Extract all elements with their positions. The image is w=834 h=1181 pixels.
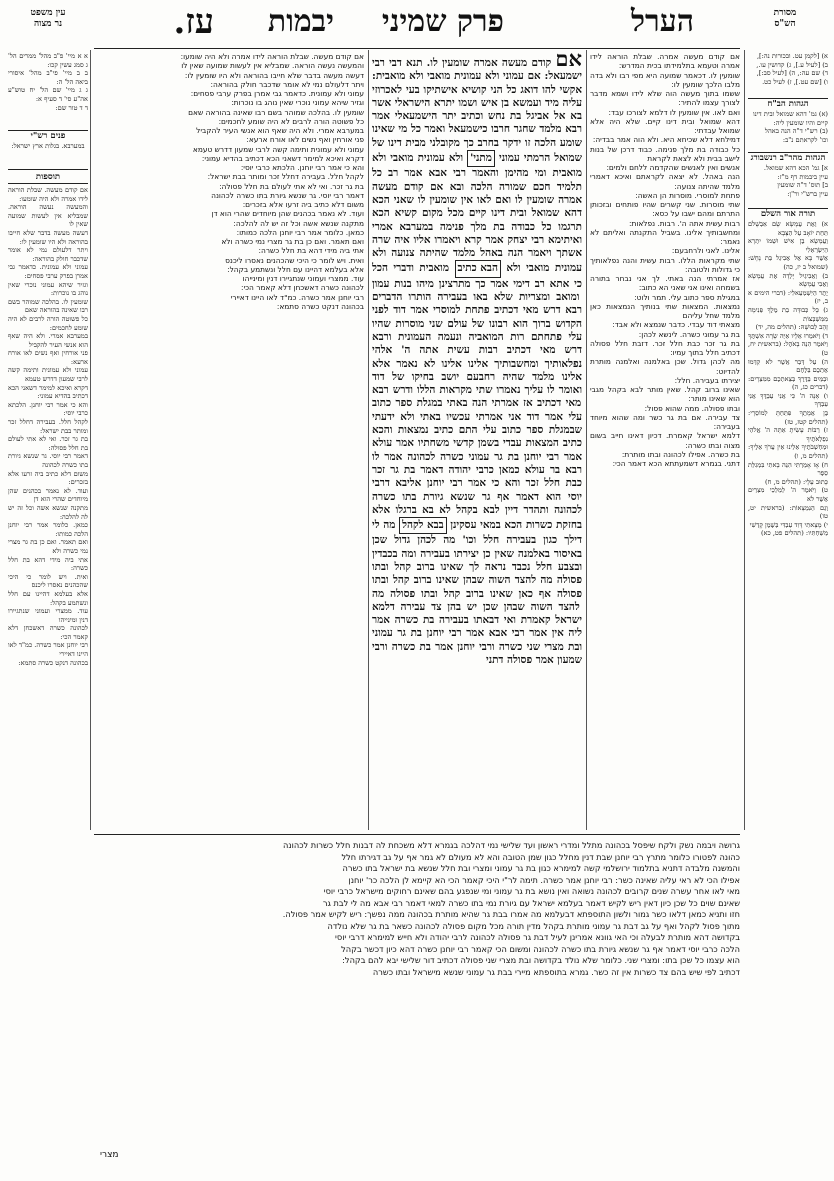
bottom-line: מאי לאו אחר עשרה שנים קרובים לכהונה נשואה ואין נושא בת גר עמוני ומי שנפגע בהם שאינם רחוקים מישראל כרבי יוסי	[323, 886, 740, 896]
right-outer-divider	[744, 50, 745, 830]
rashi-line: שתי מוסרות. שני קשרים שהיו פותחים ובזכותן התרתם ומהם ישבו על כסא:	[590, 200, 740, 219]
tosafot-line: והא כי אמר רבי יוחנן. הלכתא כרבי יוסי:	[8, 400, 88, 418]
torah-verse: ח) אָז אָמַרְתִּי הִנֵּה בָאתִי בִּמְגִלַּת סֵפֶר	[748, 460, 828, 478]
torah-verse: ט) וַיֹּאמֶר ה' לְמַלְכֵי מִצְרַיִם אֲשֶׁר לֹא	[748, 486, 828, 503]
rashi-line: נמצאות. המצאות שתי בנותיך הנמצאות כאן מלמד שחל עליהם	[590, 301, 740, 320]
gemara-line: מלמד שחגר חרבו כישמעאל ואמר כל מי שאינו שומע הלכה זו	[372, 123, 582, 149]
hagahot-notes	[748, 164, 828, 204]
rashi-line: בת גר זכר כבת חלל זכר. דזבת חלל פסולה דכתיב חלל בתוך עמיו:	[590, 338, 740, 357]
tosafot-line: שומעין לו. בהלכה שמוהר בשם רבו שאינה בהוראה שאם	[8, 297, 88, 315]
tosafot-line: עמוני ולא עמונית. כדאמר גבי אמרן בפרק ערבי פסחים:	[8, 263, 88, 280]
folio-number: עז.	[173, 2, 214, 42]
masoret-column	[748, 52, 828, 830]
bottom-line: הוא עצמו כל שכן בתו: ומצרי שני. כלומר שלא נולד בקדושה ובת מצרי שני פסולה דכתיב דור שלישי יבא להם בקהל:	[342, 955, 740, 965]
rashi-line: דתני. בגמרא דשמעתתא הכא דאמר הכי:	[612, 459, 740, 468]
tosafot-line: עוד. ממצרי ועמוני שנתגיירו דנין ומינייהו	[8, 607, 88, 624]
gemara-line: נראה לך שאינו ברוב קהל ובתו פסולה מה להצד השוה שבהן	[372, 560, 582, 587]
tosafot-line: כל פשוטה הורה לרבים לא היה שומע לחכמים:	[8, 314, 88, 332]
ein-mishpat-header-bottom: נר מצוה	[33, 19, 62, 29]
torah-verse: וַעֲמָשָׂא בֶן אִישׁ וּשְׁמוֹ יִתְרָא הַיִּשְׂרְאֵלִי	[748, 237, 828, 254]
torah-verse: זָהָב לְבוּשָׁהּ: (תהלים מה, יד)	[755, 323, 828, 332]
tosafot-wide-line: והמעשה נעשה הוראה. שמבליא אין לעשות שמועה שאין לו	[181, 61, 364, 71]
tosafot-line: דעשה מעשה בדבר שלא חייבו בהוראה ולא היו שומעין לו:	[8, 228, 88, 246]
chapter-title: פרק שמיני	[381, 4, 504, 39]
tosafot-line: בת גר זכר. ואי לא אתי לעולם בת חלל פסולה:	[8, 435, 88, 452]
torah-verse: מְשַׁחְתִּיו: (תהלים פט, כא)	[760, 529, 828, 538]
tosafot-wide-line: ויתר דלעולם נמי לא אומר שדכבר חולק בהוראה:	[210, 79, 364, 89]
rashi-line: שתי מקראות הללו. רבות עשית והנה נפלאותיך כי גדולות ולטובה:	[590, 255, 740, 274]
masoret-header-label	[750, 8, 820, 30]
gemara-line: פסולה מה להצד השוה שבהן שכן יש בהן צד עבירה דלמא	[372, 587, 580, 613]
torah-verse: יֶתֶר הַיִּשְׁמְעֵאלִי: (דברי הימים א ב, יז)	[748, 288, 828, 306]
gemara-line: אמר רבי אבא אמר רבי יוחנן בת גר עמוני ובת מצרי שני	[372, 627, 582, 653]
tosafot-line: במערבא אמרי. ולא היה שאף הוא אנשי העיר להקביל	[8, 332, 88, 349]
gemara-line: אמרי ואיתימא רבי יצחק אמר קרא ויאמרו אליו איה שרה אשתך	[372, 220, 582, 260]
masoret-header-top: מסורת	[773, 8, 797, 18]
tosafot-wide-line: דאמר רבי יוסי. גר שנשא גיורת בתו כשרה לכהונה	[211, 190, 364, 200]
ein-mishpat-entry: א א מיי' פ"ב מהל' ממרים הל' ג סמג עשין קכו:	[8, 52, 88, 69]
gemara-line: באלמנה שאין כן יצירתו בעבירה ומה בכבדין ובצבע חלל נכבד	[372, 547, 582, 573]
hagahot-note: עיין ביבמות דף מ"ז:	[777, 172, 828, 181]
gemara-line: העמונית ורבא דרש מאי דכתיב רבות עשית אתה ה' אלהי נפלאותיך	[372, 330, 582, 370]
gemara-line: ודרש רבא מאי דכתיב אז אמרתי הנה באתי במגלת ספר כתוב	[372, 384, 582, 410]
rashi-line: בת גר עמוני כשרה. לינשא לכהן:	[638, 329, 740, 339]
torah-verse: י) מָצָאתִי דָּוִד עַבְדִּי בְּשֶׁמֶן קָדְשִׁי	[749, 520, 828, 529]
tosafot-line: דקרא ואיכא למימר דשאני הכא דכתיב בהדיא עמוני:	[8, 383, 88, 401]
bottom-commentary	[96, 840, 740, 1140]
boxed-phrase: הבא כתיב	[455, 260, 501, 277]
tosafot-wide-line: ואם תאמר. ואם כן בת גר מצרי נמי כשרה ולא	[221, 237, 364, 246]
tosafot-line: לכהונה כשרה דאשכחן דלא קאמר הכי:	[8, 624, 88, 641]
page-header	[0, 2, 834, 46]
masoret-ref: ב) [לעיל ע.], ג) קדושין עו.,	[756, 60, 828, 69]
tosafot-wide-line: והא כי אמר רבי יוחנן. הלכתא כרבי יוסי:	[240, 163, 364, 172]
tosafot-wide-line: לכהונה כשרה דאשכחן דלא קאמר הכי:	[240, 283, 364, 293]
gemara-line: לכהונה אמר לו רבא בר עולא כמאן כרבי יהודה דאמר בת גר	[372, 450, 582, 476]
masoret-header-bottom: הש"ס	[774, 19, 796, 29]
tosafot-wide-line: עמוני ולא עמונית ותימה קשה לרבי שמעון דדרש טעמא	[192, 144, 364, 154]
tosafot-wide-line: כל פשוטה הורה לרבים לא היה שומע לחכמים:	[218, 116, 364, 126]
gemara-line: מה לי דילך כגון בעבירה חלל וכו' מה לכהן גדול שכן באיסור	[372, 519, 582, 560]
tosafot-wide-line: עמוני ולא עמונית. כדאמר גבי אמרן בפרק ערבי פסחים:	[190, 89, 364, 98]
torah-verse: אֲשֶׁר בָּא אֶל אֲבִיגַל בַּת נָחָשׁ: (שמואל ב יז, כה)	[748, 254, 828, 271]
torah-verse: כָּתוּב עָלָי: (תהלים מ, ח)	[764, 477, 828, 486]
gemara-line: הוא דאמר אף גר שנשא גיורת בתו כשרה לכהונה ותהדר דיין	[372, 490, 582, 516]
torah-verse: ג) כָּל כְּבוּדָּה בַת מֶלֶךְ פְּנִימָה מִמִּשְׁבְּצוֹת	[748, 305, 828, 323]
hagahot-note: עיין ברש"י ור"ן:	[787, 189, 828, 198]
rashi-line: במגילת ספר כתוב עלי. תמר ולוט:	[634, 292, 740, 302]
gemara-line: יושב בחיקו של דוד ואומר לו עליך נאמרו שתי מקראות הללו	[372, 370, 582, 397]
tosafot-wide-line: אתי ביה מידי דהא בת חלל כשרה:	[258, 246, 364, 256]
gemara-line: ולא עמונית מואבי ולא מואבית ומי מהימן והאמר רבי אבא אמר	[372, 152, 582, 180]
torah-verse: ד) וַיֹּאמְרוּ אֵלָיו אַיֵּה שָׂרָה אִשְׁתֶּךָ	[748, 331, 828, 340]
bottom-line: דכתיב לפי שיש בהם צד כשרות אין זה כשר. גמרא בתוספתא מיירי בבת גר עמוני שנשא מישראל ובתו כשרה	[372, 966, 740, 977]
tosafot-wide-line: שומעין לו. בהלכה שמוהר בשם רבו שאינה בהוראה שאם	[188, 107, 364, 117]
tosafot-wide-line: במערבא אמרי. ולא היה שאף הוא אנשי העיר להקביל	[196, 126, 364, 135]
tosafot-wide-line: דקרא ואיכא למימר דשאני הכא דכתיב בהדיא עמוני:	[201, 153, 364, 163]
torah-or-title: תורה אור השלם	[748, 208, 828, 220]
tosafot-line: ואית. ויש לומר כי היכי שהכהנים נאסרו ליכנס	[8, 572, 88, 590]
torah-verse: ו) אָנָּה ה' כִּי אֲנִי עַבְדֶּךָ אֲנִי עַבְדְּךָ	[748, 391, 828, 409]
ein-mishpat-entry: ג ג מיי' שם הל' יח טוש"ע אה"ע סי' ד סעיף א:	[8, 86, 88, 103]
masoret-refs	[748, 52, 828, 92]
gemara-line: מכל מקום קשיא הכא תרגמו כל כבודה בת מלך פנימה במערבא	[372, 207, 582, 233]
gemara-line: ויאמר הנה באהל מלמד שהיתה צנועה ולא עמונית מואבי ולא	[372, 247, 582, 275]
rashi-column	[590, 52, 740, 830]
rashi-line: בת כשרה. אפילו לכהונה ובתו מותרת:	[621, 449, 740, 459]
tosafot-line: וגזיר שיהא עמוני נוכרי שאין נוהג בו נוכרות:	[8, 280, 88, 298]
bach-notes	[748, 110, 828, 148]
hagahot-note: א] גמ' הכא דהא שמואל.	[763, 164, 828, 172]
tosafot-wide-line: לקהל חלל. בעבירה דחלל זכר ומותר בבת ישראל:	[207, 172, 364, 182]
hagahot-title: הגהות מהר"ב רנשבורג	[748, 152, 828, 164]
tosafot-wide-line: ואית. ויש לומר כי היכי שהכהנים נאסרו ליכנס	[225, 255, 364, 265]
gemara-line: קדשי משחתיו אמר עולא אמר רבי יוחנן בת גר עמוני כשרה	[372, 437, 582, 463]
tosafot-wide-line: בת גר זכר. ואי לא אתי לעולם בת חלל פסולה:	[219, 181, 364, 191]
page-footer-catchword: מצרי	[100, 1150, 119, 1160]
pnei-rashi-title: פנים רש"י	[30, 131, 66, 141]
tosafot-line: אם קודם מעשה. שבלת הוראה לידו אמרה ולא היה שומעו:	[8, 186, 88, 203]
tosafot-line: עמוני ולא עמונית ותימה קשה לרבי שמעון דדרש טעמא	[8, 366, 88, 384]
bottom-line: גרושה ויבמה נשק ולקח שיפסל בכהונה מתלל ומדרי ראשון ועד שלישי נמי דהלכה בגמרא דלא משכחת לה דבנות חלל כשרות לכהונה	[282, 840, 740, 850]
gemara-line: כתוב עלי התם כתיב נמצאות והכא כתיב המצאות עבדי בשמן	[372, 424, 582, 450]
gemara-line: ואם לאו אין שומעין לו שאני הכא דהא שמואל ובית דינו קיים	[372, 193, 582, 220]
rashi-line: אז אמרתי הנה באתי. לך אני נבחר בתורה בשמחה ואינו אני שאני הא כתוב:	[590, 274, 740, 293]
torah-verse: וּמַחְשְׁבֹתֶיךָ אֵלֵינוּ אֵין עֲרֹךְ אֵלֶיךָ: (תהלים מ, ו)	[748, 443, 828, 461]
torah-verse: ה) עַל דְּבַר אֲשֶׁר לֹא קִדְּמוּ אֶתְכֶם בַּלֶּחֶם	[748, 357, 828, 375]
rashi-line: ששמו בתוך מעשה הוה שלא לידו ושמא מדבר לצורך עצמו להתיר:	[590, 89, 740, 108]
bottom-line: והמשנה מלבדה דתניא בתלמוד ירושלמי קשה למימרא כגון בת גר עמוני ומצרי ובת חלל שנשא בת ישראל בתו כשרה	[342, 863, 740, 873]
gemara-line: לבא בקהל לא בא ברגלו אלא בחזקת כשרות הכא במאי עסקינן	[372, 503, 582, 532]
gemara-column	[372, 52, 582, 830]
bach-note: קיים והיו שומעין ליה:	[773, 118, 828, 127]
tosafot-line: מתקנה שנשא אשה וכל זה יש לה להלכה:	[8, 503, 88, 521]
tractate-name: יבמות	[267, 4, 334, 39]
tosafot-line: דאמר רבי יוסי. גר שנשא גיורת בתו כשרה לכהונה	[8, 452, 88, 469]
tosafot-wide-line: כמאן. כלומר אמר רבי יוחנן הלכה כמותו:	[236, 227, 364, 237]
torah-verse: ב) וַאֲבִיגַיִל יָלְדָה אֶת עֲמָשָׂא וַאֲבִי עֲמָשָׂא	[748, 271, 828, 289]
tosafot-line: ועוד. לא נאמר בכהנים שהן מיוחדים שהרי הוא דן	[8, 486, 88, 504]
torah-verse: וַיֹּאמֶר הִנֵּה בָאֹהֶל: (בראשית יח, ט)	[748, 340, 828, 357]
gemara-line: מואבית ודברי הכל כי אתא רב דימי אמר כך מתרצינן מיהו	[372, 262, 582, 290]
header-rule	[94, 48, 740, 49]
ein-mishpat-header-top: עין משפט	[30, 8, 66, 18]
section-heading-box: בבא לקהל	[399, 517, 447, 534]
rashi-line: דהא שמואל ובית דינו קיים. שלא היה אלא שמואל עבדתי:	[590, 116, 740, 135]
gemara-line: רבונו של עולם שני מוסרות שהיו עלי פתחתם רות המואביה ונעמה	[372, 317, 582, 343]
tosafot-line: בכהונה דנקט כשרה סתמא:	[18, 658, 88, 667]
rashi-line: צד עבירה. אם בת גר כשר ומה שהוא מיוחד בעבירה:	[590, 412, 740, 431]
tosafot-column	[8, 172, 88, 832]
rashi-line: שאינו ברוב קהל. שאין מותר לבא בקהל מגבי הוא שאינו מותר:	[590, 385, 740, 404]
gemara-line: רבא דרש מאי דכתיב פתחת למוסרי אמר דוד לפני הקדוש ברוך הוא	[372, 304, 582, 330]
bottom-line: הלכה כרבי יוסי דאמר אף גר שנשא גיורת בתו כשרה לכהונה ומשום הכי קאמר רבי יוחנן כשרה דהא כיון דכשר בקהל	[341, 943, 740, 954]
tosafot-main-divider	[368, 50, 369, 830]
torah-verse: ז) רַבּוֹת עָשִׂיתָ אַתָּה ה' אֱלֹהַי נִפְלְאֹתֶיךָ	[748, 426, 828, 443]
main-rashi-divider	[586, 50, 587, 830]
rashi-line: מה לכהן גדול. שכן באלמנה ואלמנה מותרת להדיוט:	[590, 357, 740, 376]
gemara-line: ידקר בחרב כך מקובלני מבית דינו של שמואל הרמתי עמוני	[372, 136, 582, 165]
tosafot-wide-line: משום דלא כתיב ביה זרעו אלא בזכרים:	[242, 200, 364, 209]
tosafot-wide-line: אם קודם מעשה. שבלת הוראה לידו אמרה ולא היה שומעו:	[180, 52, 364, 61]
bach-title: הגהות הב"ח	[748, 98, 828, 110]
masoret-ref: א) [לקמן עט. ובכורות נה:],	[756, 52, 828, 60]
gemara-line: קושיא אישתיקו בעי לאכרוזי עליה מיד ועמשא בן איש ושמו יתרא	[372, 83, 582, 109]
masoret-ref: ד) שם עה:, ה) [לעיל סב:],	[756, 69, 828, 78]
rashi-line: דלמא ישראל קאמרת. דכיון דאינו חייב בשום מצוה ובתו כשרה:	[590, 431, 740, 450]
tosafot-wide-line: רבי יוחנן אמר כשרה. כמ"ד לאו היינו דאיירי	[230, 292, 364, 302]
tosafot-wide-line: עוד. ממצרי ועמוני שנתגיירו דנין ומינייהו	[242, 274, 364, 283]
rashi-line: אם קודם מעשה אמרה. שבלת הוראה לידו אמרה וטעמא בתלמידתו בכית המדרש:	[590, 52, 740, 71]
hagahot-note: ב] תוס' ד"ה שומעין	[777, 181, 828, 190]
bottom-line: שאינם שוים כל שכן כיון דאין ריש לקיש דאמר בעלמא ישראל עם גיורת נמי בתו כשרה למאי דאמר רבי אבא מה לי לבת גר	[322, 897, 740, 908]
opening-word: אם	[555, 52, 582, 71]
pnei-rashi-text: במערבא. בגלות ארץ ישראל:	[11, 142, 85, 150]
bottom-rule	[94, 834, 740, 835]
tosafot-line: אתי ביה מידי דהא בת חלל כשרה:	[8, 555, 88, 573]
tosafot-wide-line: בכהונה דנקט כשרה סתמא:	[276, 301, 364, 311]
gemara-line: דתני	[485, 654, 504, 667]
rashi-line: אלינו. לאני ולרחבעם:	[671, 246, 740, 256]
torah-verse: וְגַם הַנִּמְצָאוֹת: (בראשית יט, טו)	[748, 503, 828, 521]
rashi-line: כל כבודה בת מלך פנימה. כבוד דרכן של בנות לישב בבית ולא לצאת לקראת	[590, 144, 740, 163]
tosafot-line: והמעשה נעשה הוראה. שמבליא אין לעשות שמועה שאין לו	[8, 203, 88, 229]
section-title-box: מתני'	[467, 150, 495, 167]
rashi-line: פתחת למוסרי. מוסרות הן האשה:	[635, 190, 740, 200]
bottom-line: חזו ותניא כמאן דלאו כשר גמור ולשון התוספתא דבעלמא מה אמרו בבת גר שהיא מותרת בכהונה ממה נפשך: ריש לקיש אמר פסולה.	[282, 909, 740, 919]
tosafot-line: רבי יוחנן אמר כשרה. כמ"ד לאו היינו דאיירי	[8, 641, 88, 659]
bottom-line: כהונה לפטורו כלומר מתרץ רבי יוחנן שבת דנין מחלל כגון שמן הטובה והא לא מעולם לא גמר אף על גב דגירתו חלל	[341, 851, 740, 862]
bottom-line: אפילו הכי לא ראי עליה שאינה כשר: רבי יוחנן אמר כשרה. תימה לר"י היכי קאמר הכי הא קיימא לן הלכה כר' יוחנן	[348, 874, 740, 885]
tosafot-line: אלא בעלמא דהיינו עם חלל ונשתמע בקהל:	[8, 589, 88, 607]
pnei-rashi-box	[8, 130, 88, 170]
gemara-line: כשרה ורבי יוחנן אמר בת כשרה ורבי שמעון אמר פסולה	[372, 640, 582, 667]
tosafot-wide-line: פני אורחין ואף נשים לאו אורח ארעא:	[246, 135, 364, 145]
gemara-line: ומחשבותיך אלינו אלינו לא נאמר אלא אלינו מלמד שהיה רחבעם	[372, 357, 582, 383]
rashi-line: יצירתו בעבירה. חלל:	[674, 375, 740, 385]
tosafot-line: ויתר דלעולם נמי לא אומר שדכבר חולק בהוראה:	[8, 246, 88, 263]
bach-note: וכו' לקראתם נ"ב:	[782, 135, 828, 144]
rashi-line: שומעין לו. דכאמר שמועה היא מפי רבו ולא בדה מלבו הלכך שומעין לו:	[590, 70, 740, 89]
torah-or-verses	[748, 220, 828, 780]
tosafot-wide-line: מתקנה שנשא אשה וכל זה יש לה להלכה:	[233, 218, 364, 228]
tosafot-wide-line: דעשה מעשה בדבר שלא חייבו בהוראה ולא היו שומעין לו:	[184, 70, 364, 80]
gemara-line: עלי אמר דוד אני אמרתי עכשיו באתי ולא ידעתי שבמגלת ספר	[372, 410, 582, 437]
rashi-line: דמילחא דלא שכיחא היא. ולא הוה אמר בבדיה:	[592, 135, 740, 145]
left-outer-divider	[90, 50, 91, 830]
torah-verse: וּבַמַּיִם בַּדֶּרֶךְ בְּצֵאתְכֶם מִמִּצְרָיִם: (דברים כג, ה)	[748, 374, 828, 392]
rashi-line: אנשים ואין לאנשים שהקדמה ללחם ולמים:	[606, 163, 740, 172]
ein-mishpat-entry: ב ב מיי' פי"ב מהל' איסורי ביאה הל' ה:	[8, 69, 88, 86]
bottom-line: בקדושה דהא מותרת לבעלה וכי האי גוונא אמרינן לעיל דבת גר פסולה לכהונה לרבי יהודה ולא חייש למימרא דרבי יוסי	[335, 932, 740, 942]
ein-mishpat-header-label	[12, 8, 84, 30]
gemara-line: הישראלי אשר בא אל אביגל בת נחש וכתיב יתר הישמעאלי אמר רבא	[372, 96, 582, 136]
tosafot-wide-line: ועוד. לא נאמר בכהנים שהן מיוחדים שהרי הוא דן	[211, 209, 364, 219]
tosafot-line: לקהל חלל. בעבירה דחלל זכר ומותר בבת ישראל:	[8, 418, 88, 435]
bach-note: (א) גמ' דהא שמואל ובית דינו	[752, 110, 828, 118]
gemara-line: קודם מעשה אמרה שומעין לו. תנא דבי רבי ישמעאל: אם	[372, 57, 582, 83]
gemara-line: שאינו ברוב קהל ובתו פסולה אף כאן שאינו ברוב קהל ובתו	[372, 574, 582, 600]
tosafot-line: פני אורחין ואף נשים לאו אורח ארעא:	[8, 349, 88, 366]
gemara-text	[372, 52, 582, 830]
torah-verse: בֶּן אֲמָתֶךָ פִּתַּחְתָּ לְמוֹסֵרָי: (תהלים קטז, טז)	[748, 409, 828, 426]
tosafot-line: ואם תאמר. ואם כן בת גר מצרי נמי כשרה ולא	[8, 538, 88, 555]
torah-verse: א) וְאֶת עֲמָשָׂא שָׂם אַבְשָׁלֹם תַּחַת יוֹאָב עַל הַצָּבָא	[748, 220, 828, 237]
tosafot-wide-line: אלא בעלמא דהיינו עם חלל ונשתמע בקהל:	[227, 264, 364, 274]
bottom-line: מתוך פסול לקהל ואף על גב דבת גר עמוני מותרת בקהל מדין תורה מכל מקום פסולה לכהונה כשאר בת גר שלא נולדה	[327, 920, 740, 931]
rashi-line: ואם לאו. אין שומעין לו דלמא לצורכו עבד:	[608, 107, 740, 117]
masoret-ref: ו) [שם עט.], ז) לעיל כט.	[762, 77, 828, 86]
gemara-line: עמוני ולא עמונית מואבי ולא מואבית: אקשי להו דואג כל הני	[372, 70, 582, 96]
rashi-line: הנה באהל. לא יצאה לקראתם ואיכא דאמרי מלמד שהיתה צנועה:	[590, 172, 740, 191]
rashi-line: ובתו פסולה. ממה שהוא פסול:	[644, 403, 740, 413]
tosafot-wide-column	[96, 52, 364, 830]
rashi-line: רבות עשית אתה ה'. רבות. נפלאות:	[628, 218, 740, 228]
tosafot-text	[8, 186, 88, 826]
rashi-line: מצאתי דוד עבדי. כדבר שנמצא ולא אבד:	[612, 320, 740, 330]
tosafot-line: משום דלא כתיב ביה זרעו אלא בזכרים:	[8, 469, 88, 487]
gemara-line: ישראל קאמרת ואי דבאתו בעבירה בת כשרה אמר ליה אין	[372, 614, 582, 640]
chapter-name: הערל	[630, 4, 694, 39]
tosafot-title: תוספות	[8, 172, 88, 184]
ein-mishpat-entry: ד ד טור שם:	[55, 103, 88, 112]
tosafot-wide-line: וגזיר שיהא עמוני נוכרי שאין נוהג בו נוכרות:	[231, 98, 364, 108]
bach-note: (ב) רש"י ד"ה הנה באהל	[764, 127, 828, 136]
tosafot-line: כמאן. כלומר אמר רבי יוחנן הלכה כמותו:	[8, 521, 88, 538]
gemara-line: בנות עמון ומואב ומצריות שלא באו בעבירה הותרו הדברים	[372, 277, 580, 304]
gemara-line: זכר כבת חלל זכר והא כי אמר רבי יוחנן אליבא דרבי יוסי	[372, 463, 582, 503]
rashi-line: ומחשבותיך אלינו. בשביל התקנתה ואליתם לא נאמר:	[590, 227, 740, 246]
gemara-line: רב כל תלמיד חכם שמורה הלכה ובא אם קודם מעשה אמרה שומעין לו	[372, 167, 582, 206]
